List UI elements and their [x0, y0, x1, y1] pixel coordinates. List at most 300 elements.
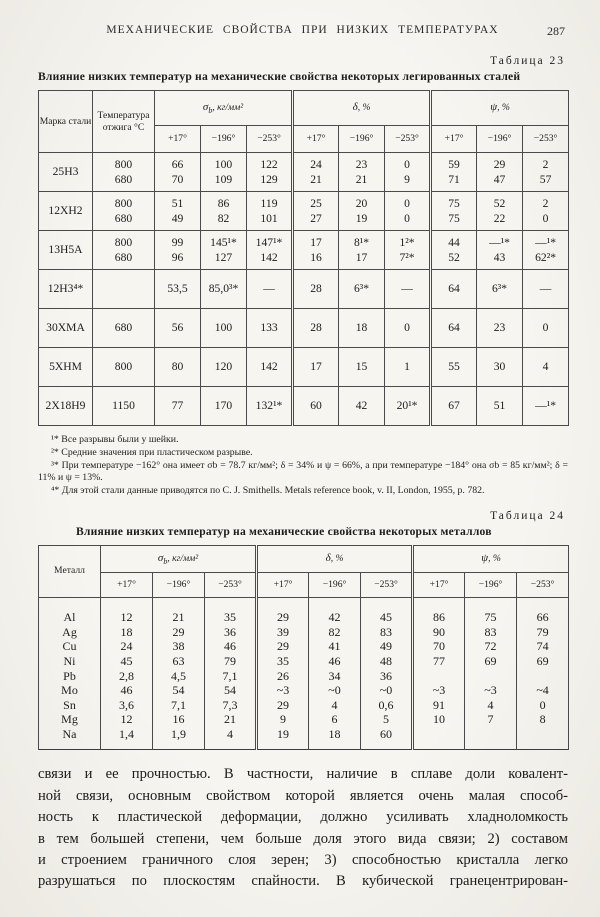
value-cell: [155, 192, 201, 231]
value-cell: [517, 639, 569, 654]
cell-line: 19: [355, 212, 368, 225]
value-cell: [431, 387, 477, 426]
cell-line: 46: [224, 639, 237, 654]
running-header-row: [38, 24, 567, 39]
value-cell: [205, 712, 257, 727]
cell-line: 9: [280, 712, 287, 727]
cell-line: 96: [171, 251, 184, 264]
cell-line: 170: [214, 399, 233, 413]
cell-line: 77: [171, 399, 184, 413]
cell-line: 34: [328, 668, 341, 683]
value-cell: [101, 712, 153, 727]
value-cell: [201, 153, 247, 192]
cell-line: 64: [448, 321, 460, 335]
table-row: [39, 348, 569, 387]
cell-line: 100: [214, 321, 233, 335]
value-cell: [361, 654, 413, 669]
value-cell: [523, 387, 569, 426]
value-cell: [385, 231, 431, 270]
value-cell: [293, 231, 339, 270]
cell-line: ~3: [432, 683, 446, 698]
value-cell: [431, 309, 477, 348]
cell-line: 1²*: [399, 235, 415, 249]
cell-line: Sn: [63, 697, 76, 712]
cell-line: 82: [217, 212, 230, 225]
cell-line: 27: [310, 212, 322, 225]
cell-line: 12Н3⁴*: [47, 282, 84, 296]
delta-unit: , %: [330, 553, 344, 565]
cell-line: 42: [355, 399, 368, 413]
footnote-1: ¹* Все разрывы были у шейки.: [51, 434, 179, 445]
value-cell: [205, 625, 257, 640]
value-cell: [309, 597, 361, 624]
value-cell: [477, 270, 523, 309]
col-group-sigma: [101, 545, 257, 572]
cell-line: 7,1: [222, 668, 238, 683]
cell-line: 46: [120, 683, 133, 698]
sigma-symbol: σ: [157, 551, 164, 564]
value-cell: [257, 698, 309, 713]
cell-line: 30ХМА: [46, 321, 85, 335]
cell-line: 12: [120, 712, 133, 727]
cell-line: 46: [328, 654, 341, 669]
cell-line: 91: [433, 697, 446, 712]
value-cell: [413, 639, 465, 654]
value-cell: [153, 683, 205, 698]
value-cell: [101, 698, 153, 713]
table-row: [39, 625, 569, 640]
text-line: в тем большей степени, чем больше доля этого вида связи; 2) составом: [38, 830, 568, 847]
cell-line: 20: [355, 196, 368, 210]
cell-line: 1: [404, 360, 410, 374]
cell-line: 7: [487, 712, 494, 727]
steel-grade-cell: [39, 387, 93, 426]
cell-line: 75: [484, 610, 497, 625]
col-header-temp: −253°: [361, 572, 413, 597]
value-cell: [101, 654, 153, 669]
metal-cell: [39, 712, 101, 727]
cell-line: 24: [120, 639, 133, 654]
value-cell: [361, 597, 413, 624]
cell-line: 43: [493, 251, 506, 264]
cell-line: 99: [171, 235, 184, 249]
value-cell: [431, 153, 477, 192]
value-cell: [155, 348, 201, 387]
col-header-temp: +17°: [155, 126, 201, 153]
cell-line: 17: [310, 235, 322, 249]
cell-line: 82: [328, 624, 341, 639]
value-cell: [385, 192, 431, 231]
value-cell: [477, 231, 523, 270]
cell-line: 9: [404, 173, 410, 186]
value-cell: [361, 683, 413, 698]
value-cell: [517, 683, 569, 698]
cell-line: 53,5: [167, 282, 188, 296]
cell-line: 20¹*: [396, 399, 418, 413]
value-cell: [201, 192, 247, 231]
cell-line: 2: [542, 157, 549, 171]
psi-unit: , %: [497, 102, 510, 114]
page-number: 287: [547, 24, 565, 38]
value-cell: [413, 683, 465, 698]
value-cell: [309, 683, 361, 698]
cell-line: 23: [493, 321, 506, 335]
value-cell: [431, 231, 477, 270]
cell-line: —¹*: [535, 235, 556, 249]
value-cell: [523, 270, 569, 309]
cell-line: 63: [172, 654, 185, 669]
cell-line: 7,1: [171, 697, 186, 712]
col-header-temp: −196°: [465, 572, 517, 597]
value-cell: [465, 597, 517, 624]
value-cell: [517, 698, 569, 713]
value-cell: [153, 668, 205, 683]
value-cell: [413, 625, 465, 640]
table-row: [39, 727, 569, 750]
cell-line: 25Н3: [52, 165, 79, 179]
value-cell: [413, 654, 465, 669]
value-cell: [205, 654, 257, 669]
cell-line: 30: [493, 360, 506, 374]
cell-line: ~3: [484, 683, 497, 698]
value-cell: [465, 683, 517, 698]
cell-line: 15: [355, 360, 368, 374]
table-row: [39, 231, 569, 270]
cell-line: 38: [172, 639, 185, 654]
cell-line: 4: [542, 360, 549, 374]
cell-line: 85,0³*: [208, 282, 239, 296]
cell-line: 66: [171, 157, 184, 171]
value-cell: [293, 192, 339, 231]
cell-line: ~3: [276, 683, 290, 698]
cell-line: 41: [328, 639, 341, 654]
cell-line: 122: [260, 157, 278, 171]
cell-line: 18: [355, 321, 368, 335]
cell-line: Na: [62, 727, 77, 742]
psi-unit: , %: [488, 553, 501, 565]
value-cell: [361, 625, 413, 640]
value-cell: [465, 712, 517, 727]
value-cell: [101, 639, 153, 654]
value-cell: [101, 683, 153, 698]
cell-line: 70: [433, 639, 446, 654]
value-cell: [155, 231, 201, 270]
cell-line: 35: [277, 654, 290, 669]
value-cell: [361, 698, 413, 713]
col-header-temp: +17°: [413, 572, 465, 597]
cell-line: 6³*: [353, 282, 370, 296]
cell-line: 39: [277, 624, 290, 639]
value-cell: [465, 668, 517, 683]
cell-line: Ag: [62, 624, 77, 639]
value-cell: [101, 597, 153, 624]
cell-line: 680: [114, 173, 133, 186]
cell-line: 36: [380, 668, 393, 683]
cell-line: —¹*: [535, 399, 556, 413]
cell-line: ~0: [328, 683, 341, 698]
col-header-temp: −196°: [339, 126, 385, 153]
text-line: разрушаться по плоскостям спайности. В кубической гранецентрирован-: [38, 873, 568, 890]
cell-line: 0: [542, 321, 549, 335]
cell-line: —: [263, 282, 275, 296]
cell-line: 4: [487, 697, 494, 712]
col-group-delta: [293, 91, 431, 126]
cell-line: 49: [171, 212, 184, 225]
value-cell: [517, 712, 569, 727]
cell-line: 142: [260, 251, 278, 264]
cell-line: 800: [114, 196, 133, 210]
anneal-temp-cell: [93, 153, 155, 192]
delta-symbol: δ: [352, 101, 358, 114]
cell-line: 56: [171, 321, 184, 335]
col-group-sigma: [155, 91, 293, 126]
value-cell: [293, 153, 339, 192]
cell-line: 71: [448, 173, 460, 186]
value-cell: [413, 668, 465, 683]
running-header-title: МЕХАНИЧЕСКИЕ СВОЙСТВА ПРИ НИЗКИХ ТЕМПЕРАТУРАХ: [106, 24, 499, 36]
cell-line: 119: [260, 196, 278, 210]
anneal-temp-cell: [93, 270, 155, 309]
cell-line: —: [539, 282, 552, 296]
col-header-temp: −196°: [477, 126, 523, 153]
cell-line: 680: [114, 321, 133, 335]
value-cell: [153, 625, 205, 640]
text-line: связи и ее прочностью. В частности, наличие в сплаве доли ковалент-: [38, 766, 568, 783]
metal-cell: [39, 654, 101, 669]
table-row: [39, 639, 569, 654]
value-cell: [339, 309, 385, 348]
value-cell: [413, 712, 465, 727]
cell-line: 147¹*: [255, 235, 283, 249]
cell-line: 69: [484, 654, 497, 669]
cell-line: 0: [404, 321, 410, 335]
value-cell: [201, 387, 247, 426]
cell-line: 680: [114, 212, 133, 225]
cell-line: 25: [310, 196, 322, 210]
cell-line: 1150: [112, 399, 135, 413]
text-line: и строением граничного слоя зерен; 3) способностью кристалла легко: [38, 851, 568, 868]
value-cell: [309, 625, 361, 640]
sigma-unit: , кг/мм²: [167, 552, 199, 564]
cell-line: 86: [217, 196, 230, 210]
metal-cell: [39, 625, 101, 640]
cell-line: 79: [224, 654, 237, 669]
value-cell: [465, 625, 517, 640]
cell-line: 22: [493, 212, 506, 225]
value-cell: [257, 683, 309, 698]
value-cell: [413, 727, 465, 750]
metal-cell: [39, 683, 101, 698]
col-header-temp: −253°: [205, 572, 257, 597]
table-row: [39, 387, 569, 426]
value-cell: [339, 348, 385, 387]
value-cell: [309, 654, 361, 669]
value-cell: [257, 639, 309, 654]
cell-line: 75: [448, 196, 460, 210]
col-header-anneal-temp: Температура отжига °С: [93, 91, 155, 153]
cell-line: 51: [493, 399, 506, 413]
col-group-psi: [413, 545, 569, 572]
psi-symbol: ψ: [481, 552, 489, 565]
value-cell: [101, 625, 153, 640]
cell-line: 54: [172, 683, 185, 698]
table-row: [39, 712, 569, 727]
cell-line: 12: [120, 610, 133, 625]
cell-line: 16: [310, 251, 322, 264]
cell-line: 0: [542, 212, 549, 225]
cell-line: Mo: [61, 683, 78, 698]
value-cell: [153, 727, 205, 750]
cell-line: 23: [355, 157, 368, 171]
cell-line: 145¹*: [210, 235, 237, 249]
table-row: [39, 153, 569, 192]
value-cell: [361, 668, 413, 683]
col-header-temp: −253°: [517, 572, 569, 597]
value-cell: [153, 639, 205, 654]
value-cell: [155, 153, 201, 192]
value-cell: [153, 698, 205, 713]
table-row: [39, 597, 569, 624]
cell-line: 132¹*: [255, 399, 283, 413]
steel-grade-cell: [39, 270, 93, 309]
cell-line: 17: [310, 360, 322, 374]
cell-line: 66: [536, 610, 549, 625]
cell-line: 54: [224, 683, 237, 698]
cell-line: 77: [433, 654, 446, 669]
sigma-symbol: σ: [202, 100, 209, 113]
footnote-3: ³* При температуре −162° она имеет σb = 78.7 кг/мм²; δ = 34% и ψ = 66%, а при температуре −184° она σb = 85 кг/мм²; δ = 11% и ψ = 13%.: [38, 459, 568, 484]
sigma-subscript: b: [163, 556, 168, 566]
cell-line: 60: [380, 727, 393, 742]
value-cell: [155, 387, 201, 426]
cell-line: 800: [114, 235, 133, 249]
value-cell: [517, 727, 569, 750]
value-cell: [517, 668, 569, 683]
value-cell: [465, 654, 517, 669]
value-cell: [201, 270, 247, 309]
cell-line: 2: [542, 196, 549, 210]
col-header-temp: +17°: [293, 126, 339, 153]
text-line: ной связи, основным свойством которой является очень малая способ-: [38, 787, 568, 804]
cell-line: 120: [214, 360, 233, 374]
cell-line: 142: [260, 360, 278, 374]
value-cell: [339, 387, 385, 426]
col-header-temp: +17°: [101, 572, 153, 597]
metal-cell: [39, 698, 101, 713]
cell-line: 0: [539, 697, 546, 712]
value-cell: [257, 668, 309, 683]
cell-line: 29: [277, 697, 290, 712]
col-header-temp: −196°: [201, 126, 247, 153]
cell-line: 62²*: [535, 251, 556, 264]
cell-line: Mg: [61, 712, 78, 727]
cell-line: 51: [171, 196, 184, 210]
value-cell: [523, 231, 569, 270]
value-cell: [101, 727, 153, 750]
value-cell: [101, 668, 153, 683]
value-cell: [257, 727, 309, 750]
col-header-temp: +17°: [257, 572, 309, 597]
cell-line: 0: [404, 196, 410, 210]
cell-line: —: [401, 282, 413, 296]
text-line: ность к пластической деформации, должно усиливать хладноломкость: [38, 809, 568, 826]
col-header-temp: −253°: [523, 126, 569, 153]
value-cell: [523, 153, 569, 192]
cell-line: 18: [120, 624, 133, 639]
cell-line: 0: [404, 157, 410, 171]
value-cell: [247, 153, 293, 192]
value-cell: [477, 348, 523, 387]
cell-line: 52: [493, 196, 506, 210]
value-cell: [339, 192, 385, 231]
cell-line: 109: [214, 173, 233, 186]
value-cell: [247, 270, 293, 309]
value-cell: [247, 387, 293, 426]
value-cell: [517, 654, 569, 669]
col-header-steel-grade: Марка стали: [39, 91, 93, 153]
steel-grade-cell: [39, 231, 93, 270]
cell-line: 35: [224, 610, 237, 625]
cell-line: 800: [114, 360, 133, 374]
cell-line: 29: [493, 157, 506, 171]
cell-line: 8: [539, 712, 546, 727]
cell-line: 72: [484, 639, 497, 654]
value-cell: [523, 348, 569, 387]
value-cell: [385, 387, 431, 426]
table24-caption: Влияние низких температур на механические свойства некоторых металлов: [76, 524, 492, 538]
cell-line: 83: [484, 624, 497, 639]
steel-grade-cell: [39, 348, 93, 387]
cell-line: Ni: [63, 654, 76, 669]
value-cell: [247, 231, 293, 270]
table-row: [39, 309, 569, 348]
cell-line: 69: [536, 654, 549, 669]
cell-line: 6: [331, 712, 338, 727]
value-cell: [465, 727, 517, 750]
table23-label: Таблица 23: [490, 55, 565, 67]
table23: [38, 90, 569, 426]
value-cell: [361, 727, 413, 750]
cell-line: 7²*: [399, 251, 415, 264]
value-cell: [247, 309, 293, 348]
value-cell: [155, 309, 201, 348]
cell-line: 0: [404, 212, 410, 225]
value-cell: [257, 625, 309, 640]
table-row: [39, 683, 569, 698]
delta-unit: , %: [357, 102, 371, 114]
cell-line: ~0: [379, 683, 393, 698]
value-cell: [523, 309, 569, 348]
value-cell: [413, 698, 465, 713]
anneal-temp-cell: [93, 309, 155, 348]
value-cell: [477, 309, 523, 348]
cell-line: 13Н5А: [48, 243, 83, 257]
value-cell: [431, 348, 477, 387]
metal-cell: [39, 639, 101, 654]
value-cell: [309, 668, 361, 683]
value-cell: [385, 153, 431, 192]
cell-line: 21: [224, 712, 237, 727]
cell-line: 80: [171, 360, 184, 374]
cell-line: 4: [331, 697, 338, 712]
cell-line: 70: [171, 173, 184, 186]
value-cell: [477, 192, 523, 231]
cell-line: 21: [355, 173, 368, 186]
value-cell: [523, 192, 569, 231]
anneal-temp-cell: [93, 231, 155, 270]
value-cell: [293, 348, 339, 387]
value-cell: [431, 270, 477, 309]
